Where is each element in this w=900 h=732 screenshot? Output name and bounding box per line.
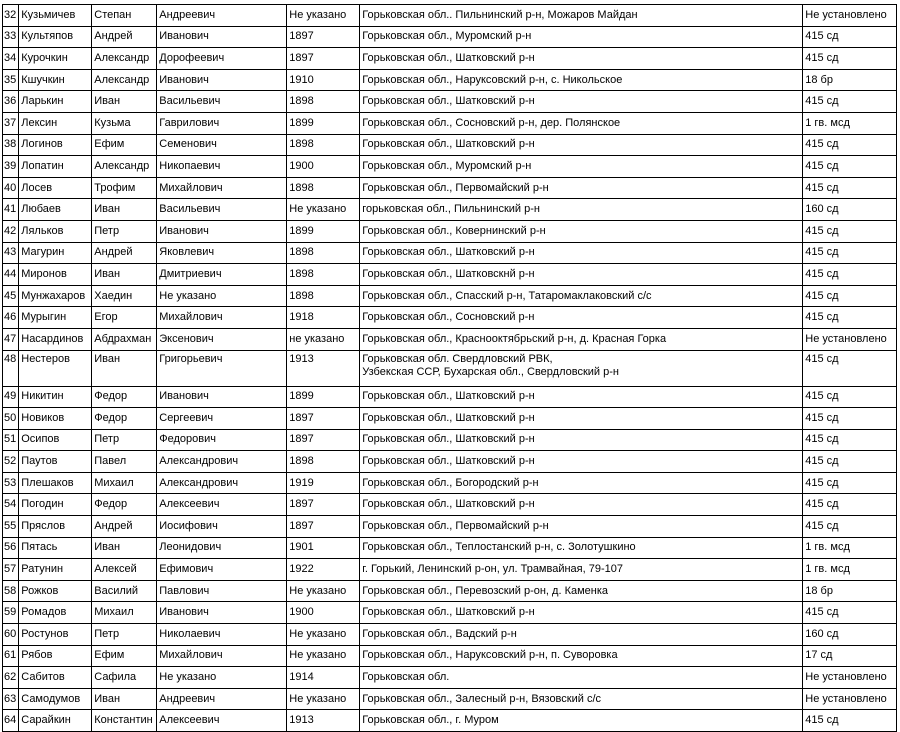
patronymic-cell: Васильевич [157,91,287,113]
military-unit-cell: 160 сд [803,199,897,221]
table-row [3,328,897,350]
first-name-cell: Ефим [92,134,157,156]
birth-year-cell: Не указано [287,624,360,646]
last-name-cell: Мунжахаров [19,285,92,307]
birth-year-cell: 1897 [287,516,360,538]
birth-year-cell: 1919 [287,472,360,494]
first-name-cell: Иван [92,350,157,386]
military-unit-cell: 415 сд [803,451,897,473]
table-row [3,580,897,602]
patronymic-cell: Александрович [157,451,287,473]
military-unit-cell: 415 сд [803,472,897,494]
military-unit-cell: 415 сд [803,710,897,732]
row-number-cell: 59 [3,602,19,624]
patronymic-cell: Иванович [157,602,287,624]
row-number-cell: 48 [3,350,19,386]
birth-year-cell: 1898 [287,451,360,473]
first-name-cell: Кузьма [92,112,157,134]
patronymic-cell: Сергеевич [157,408,287,430]
birth-year-cell: 1900 [287,156,360,178]
birth-year-cell: 1922 [287,559,360,581]
patronymic-cell: Михайлович [157,645,287,667]
last-name-cell: Сабитов [19,667,92,689]
military-unit-cell: 18 бр [803,580,897,602]
patronymic-cell: Иванович [157,26,287,48]
first-name-cell: Федор [92,386,157,408]
patronymic-cell: Александрович [157,472,287,494]
table-row [3,177,897,199]
last-name-cell: Рожков [19,580,92,602]
last-name-cell: Сарайкин [19,710,92,732]
table-row [3,494,897,516]
first-name-cell: Иван [92,91,157,113]
military-unit-cell: Не установлено [803,5,897,27]
birthplace-cell: горьковская обл., Пильнинский р-н [360,199,803,221]
military-unit-cell: Не установлено [803,328,897,350]
patronymic-cell: Андреевич [157,688,287,710]
birthplace-cell: Горьковская обл., Шатковский р-н [360,386,803,408]
last-name-cell: Мурыгин [19,307,92,329]
birth-year-cell: 1897 [287,48,360,70]
birthplace-cell: Горьковская обл., Шатковский р-н [360,429,803,451]
first-name-cell: Петр [92,429,157,451]
row-number-cell: 63 [3,688,19,710]
patronymic-cell: Иванович [157,220,287,242]
patronymic-cell: Дорофеевич [157,48,287,70]
military-unit-cell: 415 сд [803,285,897,307]
patronymic-cell: Семенович [157,134,287,156]
birthplace-cell: Горьковская обл., Залесный р-н, Вязовский с/с [360,688,803,710]
military-unit-cell: 17 сд [803,645,897,667]
last-name-cell: Миронов [19,264,92,286]
patronymic-cell: Не указано [157,667,287,689]
last-name-cell: Плешаков [19,472,92,494]
row-number-cell: 47 [3,328,19,350]
birthplace-cell: Горьковская обл., Шатковский р-н [360,602,803,624]
birthplace-cell: Горьковская обл., Первомайский р-н [360,516,803,538]
patronymic-cell: Николаевич [157,624,287,646]
military-unit-cell: 415 сд [803,156,897,178]
first-name-cell: Егор [92,307,157,329]
military-unit-cell: 415 сд [803,242,897,264]
birth-year-cell: 1901 [287,537,360,559]
birthplace-cell: Горьковская обл., Муромский р-н [360,26,803,48]
last-name-cell: Культяпов [19,26,92,48]
first-name-cell: Андрей [92,242,157,264]
birth-year-cell: 1914 [287,667,360,689]
table-row [3,199,897,221]
birth-year-cell: 1898 [287,242,360,264]
first-name-cell: Алексей [92,559,157,581]
military-unit-cell: 415 сд [803,307,897,329]
birthplace-cell: Горьковская обл., Теплостанский р-н, с. Золотушкино [360,537,803,559]
birth-year-cell: 1918 [287,307,360,329]
patronymic-cell: Михайлович [157,177,287,199]
row-number-cell: 52 [3,451,19,473]
last-name-cell: Магурин [19,242,92,264]
first-name-cell: Иван [92,688,157,710]
patronymic-cell: Алексеевич [157,494,287,516]
row-number-cell: 37 [3,112,19,134]
birth-year-cell: 1898 [287,134,360,156]
first-name-cell: Михаил [92,602,157,624]
table-body [3,5,897,732]
row-number-cell: 50 [3,408,19,430]
military-unit-cell: 415 сд [803,408,897,430]
birth-year-cell: 1900 [287,602,360,624]
first-name-cell: Александр [92,69,157,91]
birth-year-cell: 1897 [287,26,360,48]
table-row [3,559,897,581]
table-row [3,429,897,451]
birthplace-cell: г. Горький, Ленинский р-он, ул. Трамвайная, 79-107 [360,559,803,581]
last-name-cell: Лексин [19,112,92,134]
last-name-cell: Ромадов [19,602,92,624]
military-unit-cell: 18 бр [803,69,897,91]
row-number-cell: 32 [3,5,19,27]
first-name-cell: Ефим [92,645,157,667]
birth-year-cell: 1898 [287,285,360,307]
first-name-cell: Александр [92,156,157,178]
row-number-cell: 57 [3,559,19,581]
last-name-cell: Никитин [19,386,92,408]
row-number-cell: 54 [3,494,19,516]
patronymic-cell: Иванович [157,386,287,408]
last-name-cell: Пятась [19,537,92,559]
table-row [3,264,897,286]
row-number-cell: 38 [3,134,19,156]
military-unit-cell: 160 сд [803,624,897,646]
last-name-cell: Любаев [19,199,92,221]
first-name-cell: Федор [92,494,157,516]
military-unit-cell: Не установлено [803,667,897,689]
birthplace-cell: Горьковская обл., Шатковский р-н [360,408,803,430]
last-name-cell: Лопатин [19,156,92,178]
first-name-cell: Александр [92,48,157,70]
row-number-cell: 36 [3,91,19,113]
birth-year-cell: Не указано [287,645,360,667]
birthplace-cell: Горьковская обл., Богородский р-н [360,472,803,494]
military-unit-cell: 415 сд [803,220,897,242]
military-unit-cell: 415 сд [803,177,897,199]
birth-year-cell: 1897 [287,429,360,451]
military-unit-cell: 1 гв. мсд [803,112,897,134]
last-name-cell: Новиков [19,408,92,430]
row-number-cell: 33 [3,26,19,48]
row-number-cell: 53 [3,472,19,494]
birthplace-cell: Горьковская обл., Шатковскнй р-н [360,264,803,286]
patronymic-cell: Гаврилович [157,112,287,134]
last-name-cell: Кшучкин [19,69,92,91]
birth-year-cell: 1899 [287,220,360,242]
birth-year-cell: 1913 [287,350,360,386]
table-row [3,710,897,732]
birth-year-cell: 1913 [287,710,360,732]
last-name-cell: Погодин [19,494,92,516]
patronymic-cell: Андреевич [157,5,287,27]
birthplace-cell: Горьковская обл., Спасский р-н, Татаромаклаковский с/с [360,285,803,307]
patronymic-cell: Дмитриевич [157,264,287,286]
military-unit-cell: 415 сд [803,386,897,408]
military-unit-cell: 415 сд [803,602,897,624]
birth-year-cell: Не указано [287,5,360,27]
birthplace-cell: Горьковская обл., Наруксовский р-н, п. Суворовка [360,645,803,667]
military-unit-cell: 415 сд [803,26,897,48]
table-row [3,602,897,624]
table-row [3,688,897,710]
row-number-cell: 56 [3,537,19,559]
birthplace-cell: Горьковская обл., Сосновский р-н, дер. Полянское [360,112,803,134]
military-unit-cell: 415 сд [803,48,897,70]
birth-year-cell: 1910 [287,69,360,91]
birthplace-cell: Горьковская обл., Вадский р-н [360,624,803,646]
last-name-cell: Ларькин [19,91,92,113]
birth-year-cell: 1897 [287,494,360,516]
last-name-cell: Кузьмичев [19,5,92,27]
row-number-cell: 45 [3,285,19,307]
last-name-cell: Нестеров [19,350,92,386]
row-number-cell: 34 [3,48,19,70]
table-row [3,624,897,646]
last-name-cell: Пряслов [19,516,92,538]
table-row [3,156,897,178]
row-number-cell: 49 [3,386,19,408]
birthplace-cell: Горьковская обл., Шатковский р-н [360,91,803,113]
first-name-cell: Федор [92,408,157,430]
military-unit-cell: 415 сд [803,264,897,286]
patronymic-cell: Никопаевич [157,156,287,178]
birthplace-cell: Горьковская обл., Шатковский р-н [360,451,803,473]
first-name-cell: Андрей [92,516,157,538]
table-row [3,451,897,473]
row-number-cell: 44 [3,264,19,286]
last-name-cell: Осипов [19,429,92,451]
last-name-cell: Рябов [19,645,92,667]
birthplace-cell: Горьковская обл., Ковернинский р-н [360,220,803,242]
table-row [3,537,897,559]
row-number-cell: 41 [3,199,19,221]
table-row [3,242,897,264]
military-unit-cell: 1 гв. мсд [803,559,897,581]
first-name-cell: Иван [92,264,157,286]
birthplace-cell: Горьковская обл., г. Муром [360,710,803,732]
last-name-cell: Ратунин [19,559,92,581]
military-unit-cell: 415 сд [803,91,897,113]
birth-year-cell: не указано [287,328,360,350]
row-number-cell: 61 [3,645,19,667]
birthplace-cell: Горьковская обл., Муромский р-н [360,156,803,178]
records-table [2,4,897,732]
birthplace-cell: Горьковская обл. Свердловский РВК, Узбекская ССР, Бухарская обл., Свердловский р-н [360,350,803,386]
patronymic-cell: Эксенович [157,328,287,350]
birth-year-cell: 1898 [287,91,360,113]
row-number-cell: 43 [3,242,19,264]
birthplace-cell: Горьковская обл., Шатковский р-н [360,48,803,70]
first-name-cell: Константин [92,710,157,732]
patronymic-cell: Леонидович [157,537,287,559]
row-number-cell: 40 [3,177,19,199]
birth-year-cell: Не указано [287,688,360,710]
first-name-cell: Трофим [92,177,157,199]
birthplace-cell: Горьковская обл.. Пильнинский р-н, Можаров Майдан [360,5,803,27]
first-name-cell: Михаил [92,472,157,494]
birth-year-cell: Не указано [287,199,360,221]
first-name-cell: Василий [92,580,157,602]
military-unit-cell: Не установлено [803,688,897,710]
birthplace-cell: Горьковская обл., Шатковский р-н [360,494,803,516]
first-name-cell: Петр [92,624,157,646]
row-number-cell: 42 [3,220,19,242]
birth-year-cell: Не указано [287,580,360,602]
table-row [3,5,897,27]
birth-year-cell: 1898 [287,177,360,199]
table-row [3,69,897,91]
patronymic-cell: Иосифович [157,516,287,538]
table-row [3,667,897,689]
birth-year-cell: 1898 [287,264,360,286]
last-name-cell: Паутов [19,451,92,473]
military-unit-cell: 415 сд [803,516,897,538]
birthplace-cell: Горьковская обл., Шатковский р-н [360,134,803,156]
last-name-cell: Ростунов [19,624,92,646]
row-number-cell: 58 [3,580,19,602]
military-unit-cell: 415 сд [803,494,897,516]
row-number-cell: 62 [3,667,19,689]
table-row [3,307,897,329]
patronymic-cell: Ефимович [157,559,287,581]
first-name-cell: Иван [92,199,157,221]
table-row [3,285,897,307]
patronymic-cell: Михайлович [157,307,287,329]
table-row [3,408,897,430]
table-row [3,386,897,408]
first-name-cell: Сафила [92,667,157,689]
row-number-cell: 64 [3,710,19,732]
row-number-cell: 60 [3,624,19,646]
military-unit-cell: 415 сд [803,350,897,386]
patronymic-cell: Не указано [157,285,287,307]
table-row [3,472,897,494]
birthplace-cell: Горьковская обл., Наруксовский р-н, с. Никольское [360,69,803,91]
table-row [3,516,897,538]
first-name-cell: Хаедин [92,285,157,307]
last-name-cell: Курочкин [19,48,92,70]
last-name-cell: Самодумов [19,688,92,710]
patronymic-cell: Иванович [157,69,287,91]
birthplace-cell: Горьковская обл., Краснооктябрьский р-н, д. Красная Горка [360,328,803,350]
first-name-cell: Павел [92,451,157,473]
row-number-cell: 46 [3,307,19,329]
birthplace-cell: Горьковская обл. [360,667,803,689]
military-unit-cell: 1 гв. мсд [803,537,897,559]
row-number-cell: 39 [3,156,19,178]
birthplace-cell: Горьковская обл., Сосновский р-н [360,307,803,329]
first-name-cell: Петр [92,220,157,242]
table-row [3,134,897,156]
patronymic-cell: Васильевич [157,199,287,221]
patronymic-cell: Алексеевич [157,710,287,732]
row-number-cell: 35 [3,69,19,91]
table-row [3,350,897,386]
table-row [3,220,897,242]
birthplace-cell: Горьковская обл., Перевозский р-он, д. Каменка [360,580,803,602]
birth-year-cell: 1899 [287,386,360,408]
last-name-cell: Ляльков [19,220,92,242]
military-unit-cell: 415 сд [803,429,897,451]
birthplace-cell: Горьковская обл., Шатковский р-н [360,242,803,264]
military-unit-cell: 415 сд [803,134,897,156]
table-row [3,26,897,48]
row-number-cell: 51 [3,429,19,451]
first-name-cell: Степан [92,5,157,27]
table-row [3,645,897,667]
patronymic-cell: Яковлевич [157,242,287,264]
first-name-cell: Иван [92,537,157,559]
table-row [3,91,897,113]
birth-year-cell: 1899 [287,112,360,134]
patronymic-cell: Григорьевич [157,350,287,386]
table-row [3,112,897,134]
row-number-cell: 55 [3,516,19,538]
last-name-cell: Логинов [19,134,92,156]
last-name-cell: Лосев [19,177,92,199]
birthplace-cell: Горьковская обл., Первомайский р-н [360,177,803,199]
patronymic-cell: Федорович [157,429,287,451]
first-name-cell: Андрей [92,26,157,48]
table-row [3,48,897,70]
birth-year-cell: 1897 [287,408,360,430]
first-name-cell: Абдрахман [92,328,157,350]
patronymic-cell: Павлович [157,580,287,602]
last-name-cell: Насардинов [19,328,92,350]
